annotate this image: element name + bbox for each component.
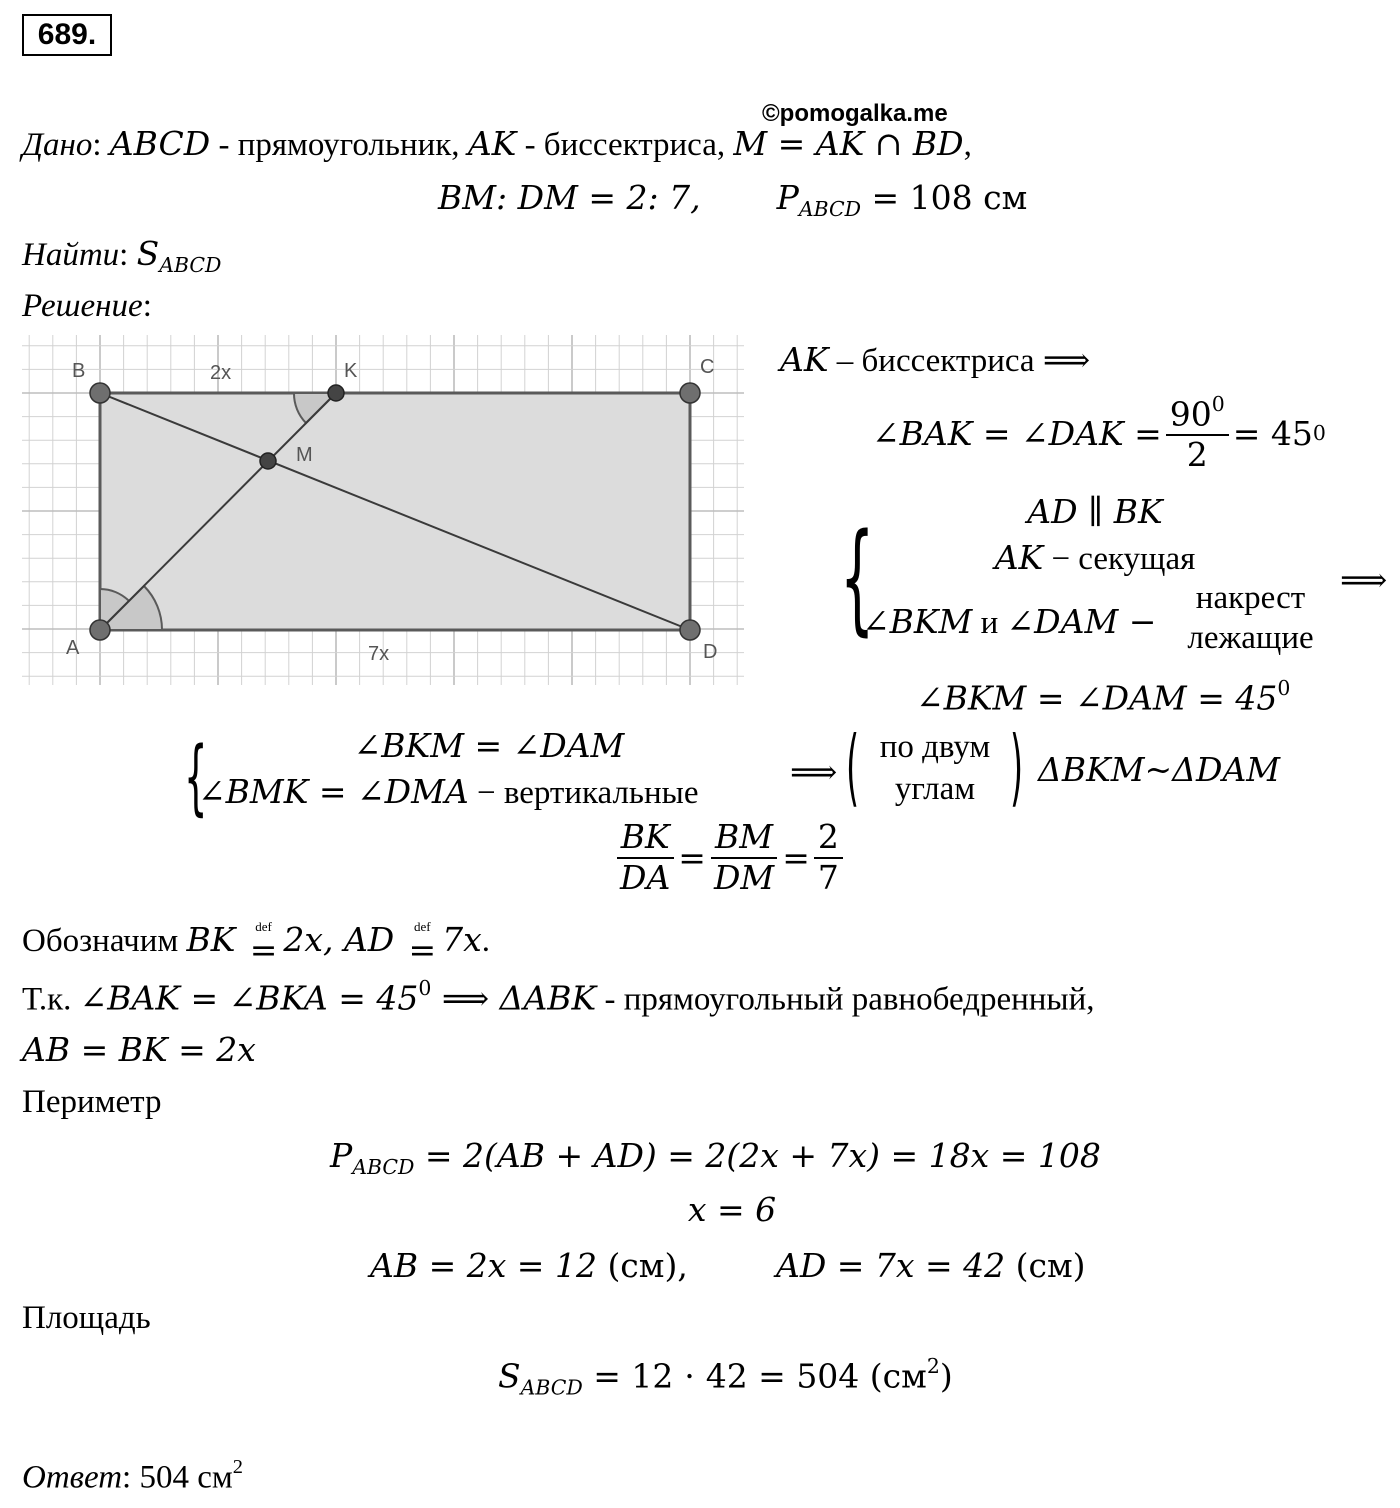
label-k: K [344, 360, 358, 382]
area-formula: $S_{ABCD} = 12 \cdot 42 = 504$ $(см^2)$ [498, 1354, 953, 1400]
sim-row-2: ∠BMK = ∠DMA − вертикальные [198, 772, 699, 811]
system-row-3: ∠BKM и ∠DAM − [862, 602, 1157, 641]
watermark: ©pomogalka.me [762, 100, 948, 127]
solution-label: Решение: [22, 288, 152, 324]
perimeter-label: Периметр [22, 1084, 162, 1120]
sim-row-1: ∠BKM = ∠DAM [353, 726, 625, 765]
sim-result: ΔBKM~ΔDAM [1038, 750, 1281, 789]
label-7x: 7x [368, 643, 390, 665]
geometry-figure [22, 335, 752, 690]
system-arrow: ⟹ [1340, 563, 1388, 599]
paren-left: ( [846, 718, 860, 816]
system-row-1: AD ∥ BK [1027, 492, 1163, 531]
point-d [680, 620, 700, 640]
sim-brace: { [184, 730, 208, 825]
right-result: ∠BKM = ∠DAM = $45^0$ [916, 676, 1291, 718]
area-label: Площадь [22, 1300, 151, 1336]
paren-right: ) [1010, 718, 1024, 816]
ratio-line: $\frac{BK}{DA}$ = $\frac{BM}{DM}$ = $\frac{2}{7}$ [612, 820, 847, 895]
given-line-1: Дано: ABCD - прямоугольник, AK - биссектриса, M = AK ∩ BD, [22, 124, 972, 163]
sim-arrow: ⟹ [790, 755, 838, 791]
ab-value: AB = 2x = 12 (см), [370, 1246, 688, 1285]
given-label: Дано [22, 127, 93, 163]
point-k [328, 385, 344, 401]
right-line-2: ∠BAK = ∠DAK = $\frac{90^0}{2}$ = 45 0 [872, 392, 1326, 474]
right-line-1: AK – биссектриса ⟹ [780, 340, 1091, 379]
label-2x: 2x [210, 362, 232, 384]
system-row-3-note: накрест лежащие [1187, 580, 1314, 656]
system-row-2: AK − секущая [994, 538, 1196, 577]
label-d: D [703, 641, 718, 663]
problem-number: 689. [22, 14, 112, 56]
ab-bk-line: AB = BK = 2x [22, 1030, 256, 1069]
sim-criterion: по двум углам [879, 729, 991, 807]
x-value: x = 6 [687, 1190, 777, 1229]
denote-line: Обозначим BK def = 2x, AD def = 7x. [22, 919, 491, 970]
point-c [680, 383, 700, 403]
point-b [90, 383, 110, 403]
label-b: B [72, 360, 86, 382]
find-line: Найти: $S_{ABCD}$ [22, 234, 222, 278]
label-c: C [700, 356, 715, 378]
point-m [260, 453, 276, 469]
label-m: M [296, 444, 313, 466]
ad-value: AD = 7x = 42 (см) [776, 1246, 1086, 1285]
system-brace: { [840, 509, 875, 648]
point-a [90, 620, 110, 640]
perimeter-formula: $P_{ABCD} = 2(AB + AD) = 2(2x + 7x) = 18x = 108$ [330, 1136, 1101, 1180]
tk-line: Т.к. ∠BAK = ∠BKA = $45^0$ ⟹ ΔABK - прямоугольный равнобедренный, [22, 976, 1095, 1018]
label-a: A [66, 637, 80, 659]
given-line-2: BM: DM = 2: 7, $P_{ABCD} = 108$ см [438, 178, 1028, 222]
answer-line: Ответ: 504 $см^2$ [22, 1456, 243, 1496]
